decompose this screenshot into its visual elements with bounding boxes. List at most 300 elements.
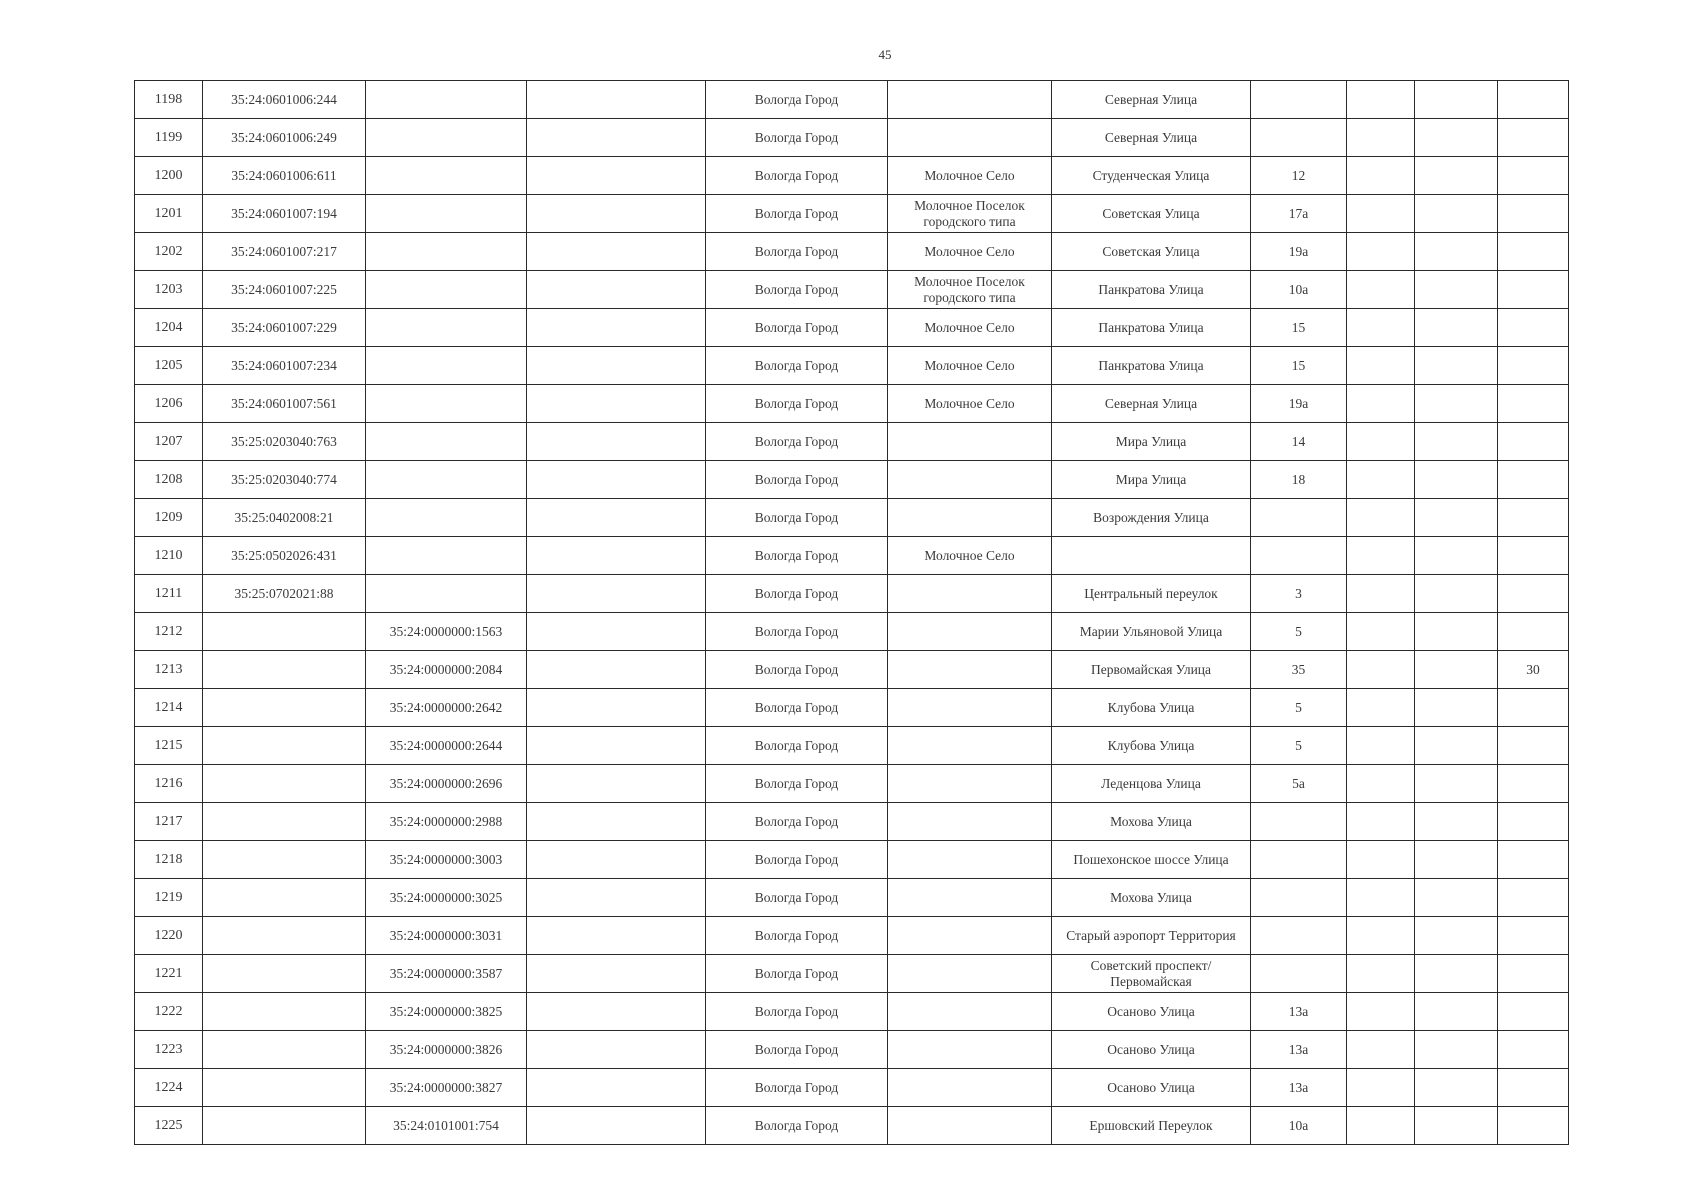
cadastral-number-cell — [203, 803, 366, 841]
cadastral-number-alt-cell: 35:24:0000000:2084 — [366, 651, 527, 689]
cadastral-number-alt-cell — [366, 537, 527, 575]
cadastral-number-alt-cell: 35:24:0000000:1563 — [366, 613, 527, 651]
value-cell — [1498, 993, 1569, 1031]
row-number-cell: 1224 — [135, 1069, 203, 1107]
street-cell: Первомайская Улица — [1052, 651, 1251, 689]
cadastral-number-cell — [203, 993, 366, 1031]
cadastral-number-alt-cell — [366, 271, 527, 309]
value-cell — [1498, 81, 1569, 119]
table-row — [135, 119, 1569, 157]
settlement-cell — [888, 461, 1052, 499]
row-number-cell: 1214 — [135, 689, 203, 727]
value-cell — [1498, 499, 1569, 537]
cadastral-number-cell — [203, 765, 366, 803]
settlement-cell — [888, 119, 1052, 157]
empty-cell — [1347, 499, 1415, 537]
table-row — [135, 1069, 1569, 1107]
empty-cell — [1415, 157, 1498, 195]
value-cell — [1498, 119, 1569, 157]
empty-cell — [1415, 955, 1498, 993]
empty-cell — [1347, 119, 1415, 157]
row-number-cell: 1201 — [135, 195, 203, 233]
value-cell: 30 — [1498, 651, 1569, 689]
settlement-cell — [888, 423, 1052, 461]
row-number-cell: 1210 — [135, 537, 203, 575]
empty-cell — [1415, 651, 1498, 689]
settlement-cell — [888, 1107, 1052, 1145]
cadastral-number-cell — [203, 727, 366, 765]
cadastral-number-cell — [203, 917, 366, 955]
cadastral-number-cell: 35:24:0601007:225 — [203, 271, 366, 309]
empty-cell — [527, 575, 706, 613]
empty-cell — [1415, 993, 1498, 1031]
table-row — [135, 1107, 1569, 1145]
value-cell — [1498, 613, 1569, 651]
house-number-cell — [1251, 119, 1347, 157]
settlement-cell: Молочное Село — [888, 347, 1052, 385]
empty-cell — [1415, 841, 1498, 879]
table-row — [135, 195, 1569, 233]
street-cell — [1052, 537, 1251, 575]
city-cell: Вологда Город — [706, 461, 888, 499]
cadastral-number-cell: 35:25:0402008:21 — [203, 499, 366, 537]
empty-cell — [1347, 423, 1415, 461]
empty-cell — [1347, 233, 1415, 271]
cadastral-number-alt-cell — [366, 461, 527, 499]
value-cell — [1498, 917, 1569, 955]
street-cell: Северная Улица — [1052, 385, 1251, 423]
city-cell: Вологда Город — [706, 347, 888, 385]
table-row — [135, 575, 1569, 613]
cadastral-number-alt-cell — [366, 119, 527, 157]
cadastral-number-alt-cell — [366, 347, 527, 385]
empty-cell — [1415, 1031, 1498, 1069]
settlement-cell — [888, 651, 1052, 689]
empty-cell — [1347, 195, 1415, 233]
cadastral-number-cell: 35:24:0601007:194 — [203, 195, 366, 233]
settlement-cell — [888, 689, 1052, 727]
settlement-cell — [888, 917, 1052, 955]
city-cell: Вологда Город — [706, 423, 888, 461]
city-cell: Вологда Город — [706, 157, 888, 195]
house-number-cell: 15 — [1251, 309, 1347, 347]
empty-cell — [1415, 765, 1498, 803]
house-number-cell: 13а — [1251, 1069, 1347, 1107]
street-cell: Леденцова Улица — [1052, 765, 1251, 803]
empty-cell — [1415, 385, 1498, 423]
empty-cell — [1347, 461, 1415, 499]
cadastral-number-alt-cell: 35:24:0000000:3826 — [366, 1031, 527, 1069]
empty-cell — [1347, 309, 1415, 347]
empty-cell — [527, 803, 706, 841]
empty-cell — [1347, 727, 1415, 765]
city-cell: Вологда Город — [706, 613, 888, 651]
house-number-cell: 10а — [1251, 1107, 1347, 1145]
street-cell: Осаново Улица — [1052, 993, 1251, 1031]
street-cell: Северная Улица — [1052, 81, 1251, 119]
row-number-cell: 1220 — [135, 917, 203, 955]
house-number-cell: 10а — [1251, 271, 1347, 309]
street-cell: Осаново Улица — [1052, 1069, 1251, 1107]
table-row — [135, 347, 1569, 385]
table-row — [135, 993, 1569, 1031]
empty-cell — [1415, 233, 1498, 271]
empty-cell — [1347, 385, 1415, 423]
row-number-cell: 1199 — [135, 119, 203, 157]
empty-cell — [527, 689, 706, 727]
row-number-cell: 1207 — [135, 423, 203, 461]
value-cell — [1498, 309, 1569, 347]
empty-cell — [1347, 955, 1415, 993]
settlement-cell: Молочное Село — [888, 309, 1052, 347]
house-number-cell: 5а — [1251, 765, 1347, 803]
row-number-cell: 1211 — [135, 575, 203, 613]
street-cell: Советская Улица — [1052, 195, 1251, 233]
value-cell — [1498, 841, 1569, 879]
value-cell — [1498, 803, 1569, 841]
empty-cell — [1347, 651, 1415, 689]
empty-cell — [527, 841, 706, 879]
cadastral-number-cell: 35:25:0502026:431 — [203, 537, 366, 575]
empty-cell — [1347, 271, 1415, 309]
table-row — [135, 955, 1569, 993]
row-number-cell: 1213 — [135, 651, 203, 689]
empty-cell — [527, 955, 706, 993]
cadastral-number-cell — [203, 879, 366, 917]
empty-cell — [527, 195, 706, 233]
settlement-cell — [888, 499, 1052, 537]
value-cell — [1498, 271, 1569, 309]
cadastral-number-alt-cell: 35:24:0101001:754 — [366, 1107, 527, 1145]
house-number-cell — [1251, 917, 1347, 955]
empty-cell — [1415, 461, 1498, 499]
cadastral-number-cell: 35:25:0203040:774 — [203, 461, 366, 499]
empty-cell — [1347, 841, 1415, 879]
house-number-cell: 12 — [1251, 157, 1347, 195]
empty-cell — [1347, 1069, 1415, 1107]
empty-cell — [1347, 347, 1415, 385]
settlement-cell — [888, 993, 1052, 1031]
table-row — [135, 727, 1569, 765]
empty-cell — [1347, 157, 1415, 195]
row-number-cell: 1206 — [135, 385, 203, 423]
table-row — [135, 841, 1569, 879]
settlement-cell — [888, 879, 1052, 917]
table-row — [135, 499, 1569, 537]
street-cell: Старый аэропорт Территория — [1052, 917, 1251, 955]
house-number-cell: 5 — [1251, 613, 1347, 651]
row-number-cell: 1200 — [135, 157, 203, 195]
table-row — [135, 651, 1569, 689]
table-body — [135, 81, 1569, 1145]
street-cell: Пошехонское шоссе Улица — [1052, 841, 1251, 879]
empty-cell — [527, 233, 706, 271]
city-cell: Вологда Город — [706, 689, 888, 727]
house-number-cell: 17а — [1251, 195, 1347, 233]
settlement-cell — [888, 841, 1052, 879]
cadastral-number-alt-cell — [366, 309, 527, 347]
settlement-cell — [888, 575, 1052, 613]
house-number-cell: 35 — [1251, 651, 1347, 689]
cadastral-number-cell: 35:24:0601007:229 — [203, 309, 366, 347]
street-cell: Мохова Улица — [1052, 803, 1251, 841]
cadastral-number-alt-cell: 35:24:0000000:3031 — [366, 917, 527, 955]
empty-cell — [1347, 1107, 1415, 1145]
city-cell: Вологда Город — [706, 385, 888, 423]
row-number-cell: 1216 — [135, 765, 203, 803]
cadastral-number-alt-cell: 35:24:0000000:3825 — [366, 993, 527, 1031]
cadastral-number-alt-cell — [366, 575, 527, 613]
table-row — [135, 461, 1569, 499]
settlement-cell: Молочное Село — [888, 233, 1052, 271]
empty-cell — [527, 613, 706, 651]
street-cell: Панкратова Улица — [1052, 271, 1251, 309]
cadastral-number-alt-cell: 35:24:0000000:3827 — [366, 1069, 527, 1107]
city-cell: Вологда Город — [706, 993, 888, 1031]
table-row — [135, 233, 1569, 271]
row-number-cell: 1212 — [135, 613, 203, 651]
house-number-cell: 19а — [1251, 233, 1347, 271]
cadastral-number-alt-cell: 35:24:0000000:3587 — [366, 955, 527, 993]
value-cell — [1498, 157, 1569, 195]
table-row — [135, 309, 1569, 347]
cadastral-number-cell — [203, 841, 366, 879]
settlement-cell — [888, 803, 1052, 841]
empty-cell — [527, 879, 706, 917]
empty-cell — [1415, 1069, 1498, 1107]
row-number-cell: 1221 — [135, 955, 203, 993]
street-cell: Мира Улица — [1052, 461, 1251, 499]
value-cell — [1498, 879, 1569, 917]
city-cell: Вологда Город — [706, 233, 888, 271]
value-cell — [1498, 195, 1569, 233]
empty-cell — [1415, 727, 1498, 765]
value-cell — [1498, 347, 1569, 385]
cadastral-number-alt-cell — [366, 81, 527, 119]
house-number-cell: 19а — [1251, 385, 1347, 423]
street-cell: Панкратова Улица — [1052, 309, 1251, 347]
cadastral-number-alt-cell: 35:24:0000000:3025 — [366, 879, 527, 917]
cadastral-number-cell: 35:25:0702021:88 — [203, 575, 366, 613]
house-number-cell: 3 — [1251, 575, 1347, 613]
cadastral-number-alt-cell: 35:24:0000000:2696 — [366, 765, 527, 803]
cadastral-number-cell: 35:24:0601007:234 — [203, 347, 366, 385]
house-number-cell — [1251, 537, 1347, 575]
empty-cell — [527, 537, 706, 575]
table-row — [135, 81, 1569, 119]
row-number-cell: 1215 — [135, 727, 203, 765]
street-cell: Клубова Улица — [1052, 727, 1251, 765]
value-cell — [1498, 1069, 1569, 1107]
empty-cell — [1415, 537, 1498, 575]
empty-cell — [1347, 537, 1415, 575]
cadastral-number-cell: 35:24:0601006:244 — [203, 81, 366, 119]
empty-cell — [1347, 613, 1415, 651]
cadastral-number-alt-cell — [366, 385, 527, 423]
street-cell: Ершовский Переулок — [1052, 1107, 1251, 1145]
empty-cell — [527, 347, 706, 385]
street-cell: Студенческая Улица — [1052, 157, 1251, 195]
value-cell — [1498, 727, 1569, 765]
value-cell — [1498, 537, 1569, 575]
cadastral-number-alt-cell — [366, 195, 527, 233]
cadastral-number-cell — [203, 1031, 366, 1069]
empty-cell — [1415, 271, 1498, 309]
empty-cell — [527, 1031, 706, 1069]
house-number-cell — [1251, 499, 1347, 537]
empty-cell — [527, 765, 706, 803]
street-cell: Центральный переулок — [1052, 575, 1251, 613]
city-cell: Вологда Город — [706, 803, 888, 841]
empty-cell — [1347, 765, 1415, 803]
empty-cell — [527, 81, 706, 119]
row-number-cell: 1208 — [135, 461, 203, 499]
cadastral-number-cell — [203, 651, 366, 689]
empty-cell — [527, 499, 706, 537]
empty-cell — [527, 1107, 706, 1145]
empty-cell — [1415, 309, 1498, 347]
empty-cell — [1347, 917, 1415, 955]
city-cell: Вологда Город — [706, 1069, 888, 1107]
city-cell: Вологда Город — [706, 195, 888, 233]
empty-cell — [1415, 917, 1498, 955]
cadastral-number-alt-cell: 35:24:0000000:2642 — [366, 689, 527, 727]
row-number-cell: 1203 — [135, 271, 203, 309]
cadastral-number-alt-cell — [366, 157, 527, 195]
empty-cell — [1415, 1107, 1498, 1145]
cadastral-number-cell: 35:24:0601006:611 — [203, 157, 366, 195]
settlement-cell: Молочное Село — [888, 537, 1052, 575]
empty-cell — [1347, 689, 1415, 727]
empty-cell — [1415, 195, 1498, 233]
street-cell: Северная Улица — [1052, 119, 1251, 157]
city-cell: Вологда Город — [706, 765, 888, 803]
cadastral-number-cell: 35:25:0203040:763 — [203, 423, 366, 461]
empty-cell — [527, 727, 706, 765]
cadastral-number-cell — [203, 955, 366, 993]
row-number-cell: 1218 — [135, 841, 203, 879]
empty-cell — [1415, 613, 1498, 651]
city-cell: Вологда Город — [706, 119, 888, 157]
settlement-cell — [888, 1069, 1052, 1107]
value-cell — [1498, 955, 1569, 993]
settlement-cell: Молочное Поселок городского типа — [888, 195, 1052, 233]
value-cell — [1498, 233, 1569, 271]
row-number-cell: 1219 — [135, 879, 203, 917]
city-cell: Вологда Город — [706, 917, 888, 955]
cadastral-number-alt-cell — [366, 233, 527, 271]
empty-cell — [1415, 119, 1498, 157]
street-cell: Советская Улица — [1052, 233, 1251, 271]
empty-cell — [1415, 879, 1498, 917]
row-number-cell: 1209 — [135, 499, 203, 537]
city-cell: Вологда Город — [706, 271, 888, 309]
city-cell: Вологда Город — [706, 1031, 888, 1069]
city-cell: Вологда Город — [706, 651, 888, 689]
cadastral-number-cell: 35:24:0601007:561 — [203, 385, 366, 423]
empty-cell — [527, 651, 706, 689]
value-cell — [1498, 689, 1569, 727]
cadastral-number-cell — [203, 1107, 366, 1145]
empty-cell — [1347, 575, 1415, 613]
table-row — [135, 423, 1569, 461]
empty-cell — [527, 309, 706, 347]
house-number-cell: 13а — [1251, 993, 1347, 1031]
cadastral-number-alt-cell — [366, 499, 527, 537]
cadastral-number-alt-cell: 35:24:0000000:2644 — [366, 727, 527, 765]
empty-cell — [527, 271, 706, 309]
empty-cell — [1415, 347, 1498, 385]
row-number-cell: 1198 — [135, 81, 203, 119]
city-cell: Вологда Город — [706, 309, 888, 347]
table-row — [135, 385, 1569, 423]
table-row — [135, 917, 1569, 955]
street-cell: Осаново Улица — [1052, 1031, 1251, 1069]
value-cell — [1498, 575, 1569, 613]
empty-cell — [1415, 575, 1498, 613]
value-cell — [1498, 765, 1569, 803]
street-cell: Советский проспект/Первомайская — [1052, 955, 1251, 993]
cadastral-number-cell: 35:24:0601006:249 — [203, 119, 366, 157]
value-cell — [1498, 1031, 1569, 1069]
settlement-cell: Молочное Поселок городского типа — [888, 271, 1052, 309]
cadastral-number-alt-cell: 35:24:0000000:3003 — [366, 841, 527, 879]
house-number-cell — [1251, 81, 1347, 119]
house-number-cell: 5 — [1251, 689, 1347, 727]
city-cell: Вологда Город — [706, 841, 888, 879]
row-number-cell: 1222 — [135, 993, 203, 1031]
settlement-cell — [888, 1031, 1052, 1069]
house-number-cell — [1251, 879, 1347, 917]
cadastral-number-alt-cell — [366, 423, 527, 461]
empty-cell — [527, 1069, 706, 1107]
empty-cell — [1415, 689, 1498, 727]
table-row — [135, 879, 1569, 917]
empty-cell — [527, 461, 706, 499]
house-number-cell — [1251, 803, 1347, 841]
value-cell — [1498, 1107, 1569, 1145]
cadastral-number-cell — [203, 613, 366, 651]
street-cell: Мохова Улица — [1052, 879, 1251, 917]
empty-cell — [527, 385, 706, 423]
empty-cell — [527, 157, 706, 195]
value-cell — [1498, 385, 1569, 423]
cadastral-number-cell: 35:24:0601007:217 — [203, 233, 366, 271]
empty-cell — [1347, 1031, 1415, 1069]
empty-cell — [1347, 81, 1415, 119]
row-number-cell: 1204 — [135, 309, 203, 347]
city-cell: Вологда Город — [706, 727, 888, 765]
city-cell: Вологда Город — [706, 1107, 888, 1145]
table-row — [135, 689, 1569, 727]
house-number-cell: 18 — [1251, 461, 1347, 499]
settlement-cell: Молочное Село — [888, 385, 1052, 423]
row-number-cell: 1225 — [135, 1107, 203, 1145]
settlement-cell — [888, 765, 1052, 803]
empty-cell — [1347, 993, 1415, 1031]
row-number-cell: 1217 — [135, 803, 203, 841]
empty-cell — [1415, 499, 1498, 537]
empty-cell — [1415, 803, 1498, 841]
empty-cell — [527, 423, 706, 461]
table-row — [135, 765, 1569, 803]
page-number: 45 — [878, 47, 892, 62]
street-cell: Клубова Улица — [1052, 689, 1251, 727]
row-number-cell: 1202 — [135, 233, 203, 271]
registry-table — [134, 80, 1569, 1145]
settlement-cell — [888, 955, 1052, 993]
house-number-cell — [1251, 955, 1347, 993]
